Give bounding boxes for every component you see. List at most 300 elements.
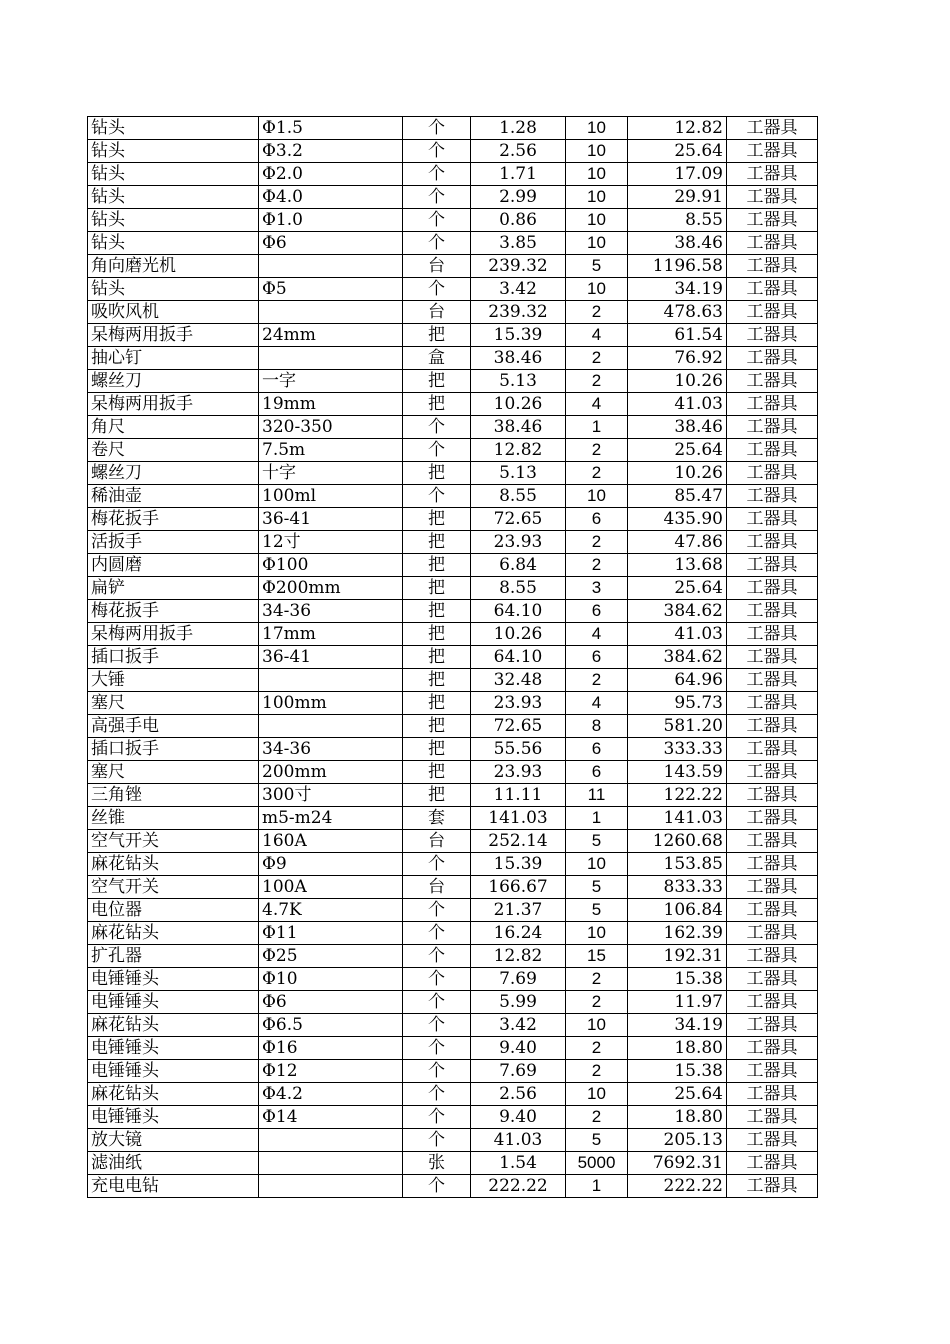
item-name-cell: 钻头 bbox=[88, 278, 259, 301]
item-unit-price-cell: 5.99 bbox=[471, 991, 566, 1014]
item-name-cell: 角尺 bbox=[88, 416, 259, 439]
item-spec-cell bbox=[259, 1129, 403, 1152]
item-spec-cell: Φ5 bbox=[259, 278, 403, 301]
item-unit-cell: 把 bbox=[403, 715, 471, 738]
item-spec-cell bbox=[259, 1175, 403, 1198]
item-spec-cell: 24mm bbox=[259, 324, 403, 347]
item-amount-cell: 384.62 bbox=[628, 600, 727, 623]
item-unit-price-cell: 141.03 bbox=[471, 807, 566, 830]
item-amount-cell: 162.39 bbox=[628, 922, 727, 945]
item-category-cell: 工器具 bbox=[727, 968, 818, 991]
item-category-cell: 工器具 bbox=[727, 508, 818, 531]
item-name-cell: 麻花钻头 bbox=[88, 853, 259, 876]
item-name-cell: 呆梅两用扳手 bbox=[88, 623, 259, 646]
item-quantity-cell: 10 bbox=[566, 853, 628, 876]
item-name-cell: 空气开关 bbox=[88, 876, 259, 899]
item-amount-cell: 122.22 bbox=[628, 784, 727, 807]
item-spec-cell: Φ200mm bbox=[259, 577, 403, 600]
table-row bbox=[88, 600, 818, 623]
item-category-cell: 工器具 bbox=[727, 1060, 818, 1083]
item-unit-price-cell: 2.56 bbox=[471, 1083, 566, 1106]
item-spec-cell: 160A bbox=[259, 830, 403, 853]
item-unit-price-cell: 7.69 bbox=[471, 968, 566, 991]
item-unit-price-cell: 3.42 bbox=[471, 1014, 566, 1037]
item-category-cell: 工器具 bbox=[727, 1129, 818, 1152]
item-unit-price-cell: 15.39 bbox=[471, 853, 566, 876]
item-amount-cell: 478.63 bbox=[628, 301, 727, 324]
item-unit-price-cell: 41.03 bbox=[471, 1129, 566, 1152]
item-amount-cell: 141.03 bbox=[628, 807, 727, 830]
item-spec-cell: Φ6 bbox=[259, 991, 403, 1014]
item-unit-cell: 个 bbox=[403, 853, 471, 876]
item-amount-cell: 13.68 bbox=[628, 554, 727, 577]
item-name-cell: 内圆磨 bbox=[88, 554, 259, 577]
item-quantity-cell: 2 bbox=[566, 554, 628, 577]
item-quantity-cell: 4 bbox=[566, 623, 628, 646]
item-quantity-cell: 10 bbox=[566, 232, 628, 255]
item-name-cell: 螺丝刀 bbox=[88, 370, 259, 393]
table-row bbox=[88, 255, 818, 278]
item-unit-price-cell: 6.84 bbox=[471, 554, 566, 577]
item-category-cell: 工器具 bbox=[727, 462, 818, 485]
table-row bbox=[88, 1175, 818, 1198]
item-spec-cell: 17mm bbox=[259, 623, 403, 646]
table-row bbox=[88, 370, 818, 393]
item-spec-cell: Φ25 bbox=[259, 945, 403, 968]
item-quantity-cell: 2 bbox=[566, 370, 628, 393]
item-category-cell: 工器具 bbox=[727, 232, 818, 255]
item-amount-cell: 581.20 bbox=[628, 715, 727, 738]
item-name-cell: 钻头 bbox=[88, 117, 259, 140]
item-unit-cell: 盒 bbox=[403, 347, 471, 370]
item-category-cell: 工器具 bbox=[727, 1037, 818, 1060]
table-row bbox=[88, 761, 818, 784]
item-spec-cell: 36-41 bbox=[259, 508, 403, 531]
item-category-cell: 工器具 bbox=[727, 117, 818, 140]
item-spec-cell: Φ12 bbox=[259, 1060, 403, 1083]
item-quantity-cell: 3 bbox=[566, 577, 628, 600]
item-unit-cell: 个 bbox=[403, 1083, 471, 1106]
table-row bbox=[88, 692, 818, 715]
table-row bbox=[88, 807, 818, 830]
item-table bbox=[87, 116, 818, 1198]
item-name-cell: 钻头 bbox=[88, 163, 259, 186]
item-unit-price-cell: 3.85 bbox=[471, 232, 566, 255]
item-category-cell: 工器具 bbox=[727, 830, 818, 853]
item-amount-cell: 76.92 bbox=[628, 347, 727, 370]
item-unit-cell: 个 bbox=[403, 186, 471, 209]
table-row bbox=[88, 1014, 818, 1037]
item-category-cell: 工器具 bbox=[727, 876, 818, 899]
item-name-cell: 空气开关 bbox=[88, 830, 259, 853]
table-row bbox=[88, 117, 818, 140]
item-category-cell: 工器具 bbox=[727, 991, 818, 1014]
item-unit-price-cell: 166.67 bbox=[471, 876, 566, 899]
item-category-cell: 工器具 bbox=[727, 945, 818, 968]
item-category-cell: 工器具 bbox=[727, 1014, 818, 1037]
item-name-cell: 钻头 bbox=[88, 209, 259, 232]
item-spec-cell: 100A bbox=[259, 876, 403, 899]
table-row bbox=[88, 186, 818, 209]
item-unit-price-cell: 72.65 bbox=[471, 715, 566, 738]
item-name-cell: 放大镜 bbox=[88, 1129, 259, 1152]
item-name-cell: 角向磨光机 bbox=[88, 255, 259, 278]
item-category-cell: 工器具 bbox=[727, 163, 818, 186]
item-category-cell: 工器具 bbox=[727, 1083, 818, 1106]
item-unit-price-cell: 5.13 bbox=[471, 370, 566, 393]
table-row bbox=[88, 278, 818, 301]
item-category-cell: 工器具 bbox=[727, 899, 818, 922]
item-unit-cell: 个 bbox=[403, 968, 471, 991]
item-amount-cell: 1260.68 bbox=[628, 830, 727, 853]
item-name-cell: 三角锉 bbox=[88, 784, 259, 807]
item-name-cell: 电锤锤头 bbox=[88, 1106, 259, 1129]
item-name-cell: 抽心钉 bbox=[88, 347, 259, 370]
item-unit-price-cell: 32.48 bbox=[471, 669, 566, 692]
item-amount-cell: 41.03 bbox=[628, 623, 727, 646]
item-quantity-cell: 15 bbox=[566, 945, 628, 968]
item-spec-cell bbox=[259, 1152, 403, 1175]
item-spec-cell: Φ3.2 bbox=[259, 140, 403, 163]
item-category-cell: 工器具 bbox=[727, 301, 818, 324]
item-quantity-cell: 6 bbox=[566, 646, 628, 669]
item-quantity-cell: 2 bbox=[566, 462, 628, 485]
table-row bbox=[88, 1083, 818, 1106]
item-unit-cell: 把 bbox=[403, 761, 471, 784]
item-unit-cell: 把 bbox=[403, 554, 471, 577]
item-name-cell: 电锤锤头 bbox=[88, 968, 259, 991]
item-unit-cell: 把 bbox=[403, 508, 471, 531]
table-row bbox=[88, 669, 818, 692]
item-unit-cell: 把 bbox=[403, 600, 471, 623]
item-quantity-cell: 11 bbox=[566, 784, 628, 807]
item-unit-price-cell: 239.32 bbox=[471, 255, 566, 278]
item-category-cell: 工器具 bbox=[727, 623, 818, 646]
item-amount-cell: 34.19 bbox=[628, 278, 727, 301]
item-unit-cell: 把 bbox=[403, 324, 471, 347]
item-quantity-cell: 4 bbox=[566, 692, 628, 715]
table-row bbox=[88, 1152, 818, 1175]
table-row bbox=[88, 416, 818, 439]
item-spec-cell bbox=[259, 347, 403, 370]
item-category-cell: 工器具 bbox=[727, 1106, 818, 1129]
table-row bbox=[88, 784, 818, 807]
item-amount-cell: 64.96 bbox=[628, 669, 727, 692]
item-name-cell: 麻花钻头 bbox=[88, 1083, 259, 1106]
item-name-cell: 扁铲 bbox=[88, 577, 259, 600]
item-spec-cell: Φ2.0 bbox=[259, 163, 403, 186]
item-amount-cell: 1196.58 bbox=[628, 255, 727, 278]
item-category-cell: 工器具 bbox=[727, 692, 818, 715]
item-amount-cell: 153.85 bbox=[628, 853, 727, 876]
item-amount-cell: 10.26 bbox=[628, 462, 727, 485]
item-category-cell: 工器具 bbox=[727, 807, 818, 830]
item-amount-cell: 11.97 bbox=[628, 991, 727, 1014]
item-amount-cell: 222.22 bbox=[628, 1175, 727, 1198]
item-spec-cell: 一字 bbox=[259, 370, 403, 393]
item-quantity-cell: 4 bbox=[566, 324, 628, 347]
table-row bbox=[88, 899, 818, 922]
item-quantity-cell: 2 bbox=[566, 531, 628, 554]
item-quantity-cell: 10 bbox=[566, 140, 628, 163]
item-spec-cell: 100ml bbox=[259, 485, 403, 508]
item-unit-price-cell: 1.28 bbox=[471, 117, 566, 140]
item-name-cell: 插口扳手 bbox=[88, 738, 259, 761]
item-unit-cell: 台 bbox=[403, 876, 471, 899]
item-name-cell: 呆梅两用扳手 bbox=[88, 393, 259, 416]
item-unit-cell: 把 bbox=[403, 531, 471, 554]
table-row bbox=[88, 531, 818, 554]
item-amount-cell: 15.38 bbox=[628, 968, 727, 991]
item-unit-price-cell: 10.26 bbox=[471, 623, 566, 646]
item-spec-cell: Φ4.0 bbox=[259, 186, 403, 209]
item-quantity-cell: 2 bbox=[566, 1106, 628, 1129]
item-name-cell: 电锤锤头 bbox=[88, 1037, 259, 1060]
item-category-cell: 工器具 bbox=[727, 646, 818, 669]
item-unit-cell: 个 bbox=[403, 922, 471, 945]
item-unit-price-cell: 252.14 bbox=[471, 830, 566, 853]
item-amount-cell: 85.47 bbox=[628, 485, 727, 508]
table-row bbox=[88, 140, 818, 163]
item-quantity-cell: 2 bbox=[566, 968, 628, 991]
table-row bbox=[88, 1037, 818, 1060]
item-name-cell: 吸吹风机 bbox=[88, 301, 259, 324]
table-row bbox=[88, 393, 818, 416]
item-unit-cell: 把 bbox=[403, 462, 471, 485]
item-quantity-cell: 2 bbox=[566, 669, 628, 692]
item-quantity-cell: 10 bbox=[566, 186, 628, 209]
table-row bbox=[88, 715, 818, 738]
item-amount-cell: 12.82 bbox=[628, 117, 727, 140]
item-amount-cell: 7692.31 bbox=[628, 1152, 727, 1175]
item-unit-price-cell: 8.55 bbox=[471, 577, 566, 600]
item-quantity-cell: 6 bbox=[566, 508, 628, 531]
item-unit-cell: 把 bbox=[403, 370, 471, 393]
item-unit-cell: 个 bbox=[403, 278, 471, 301]
table-row bbox=[88, 646, 818, 669]
item-unit-cell: 个 bbox=[403, 485, 471, 508]
item-quantity-cell: 10 bbox=[566, 485, 628, 508]
item-quantity-cell: 2 bbox=[566, 439, 628, 462]
item-name-cell: 钻头 bbox=[88, 186, 259, 209]
item-quantity-cell: 6 bbox=[566, 738, 628, 761]
item-name-cell: 滤油纸 bbox=[88, 1152, 259, 1175]
item-spec-cell: Φ100 bbox=[259, 554, 403, 577]
item-spec-cell: 19mm bbox=[259, 393, 403, 416]
item-quantity-cell: 10 bbox=[566, 117, 628, 140]
item-quantity-cell: 10 bbox=[566, 922, 628, 945]
item-name-cell: 插口扳手 bbox=[88, 646, 259, 669]
item-amount-cell: 95.73 bbox=[628, 692, 727, 715]
item-spec-cell bbox=[259, 715, 403, 738]
item-spec-cell: Φ4.2 bbox=[259, 1083, 403, 1106]
item-name-cell: 卷尺 bbox=[88, 439, 259, 462]
item-name-cell: 稀油壶 bbox=[88, 485, 259, 508]
item-spec-cell: m5-m24 bbox=[259, 807, 403, 830]
item-name-cell: 电锤锤头 bbox=[88, 991, 259, 1014]
item-category-cell: 工器具 bbox=[727, 853, 818, 876]
item-category-cell: 工器具 bbox=[727, 577, 818, 600]
item-unit-cell: 把 bbox=[403, 393, 471, 416]
item-unit-price-cell: 1.54 bbox=[471, 1152, 566, 1175]
item-amount-cell: 25.64 bbox=[628, 577, 727, 600]
item-amount-cell: 25.64 bbox=[628, 439, 727, 462]
item-category-cell: 工器具 bbox=[727, 738, 818, 761]
item-quantity-cell: 8 bbox=[566, 715, 628, 738]
item-unit-cell: 把 bbox=[403, 577, 471, 600]
table-row bbox=[88, 991, 818, 1014]
item-name-cell: 梅花扳手 bbox=[88, 508, 259, 531]
item-name-cell: 电位器 bbox=[88, 899, 259, 922]
item-category-cell: 工器具 bbox=[727, 1152, 818, 1175]
table-row bbox=[88, 163, 818, 186]
item-quantity-cell: 2 bbox=[566, 347, 628, 370]
item-category-cell: 工器具 bbox=[727, 324, 818, 347]
item-unit-cell: 个 bbox=[403, 1037, 471, 1060]
item-quantity-cell: 2 bbox=[566, 1060, 628, 1083]
item-category-cell: 工器具 bbox=[727, 715, 818, 738]
item-unit-price-cell: 38.46 bbox=[471, 416, 566, 439]
table-row bbox=[88, 1060, 818, 1083]
item-amount-cell: 41.03 bbox=[628, 393, 727, 416]
item-unit-price-cell: 9.40 bbox=[471, 1037, 566, 1060]
item-name-cell: 梅花扳手 bbox=[88, 600, 259, 623]
item-spec-cell: Φ6 bbox=[259, 232, 403, 255]
item-spec-cell: Φ14 bbox=[259, 1106, 403, 1129]
item-unit-price-cell: 9.40 bbox=[471, 1106, 566, 1129]
item-unit-cell: 台 bbox=[403, 301, 471, 324]
table-row bbox=[88, 462, 818, 485]
item-amount-cell: 143.59 bbox=[628, 761, 727, 784]
item-unit-cell: 个 bbox=[403, 1129, 471, 1152]
item-name-cell: 螺丝刀 bbox=[88, 462, 259, 485]
item-category-cell: 工器具 bbox=[727, 186, 818, 209]
item-category-cell: 工器具 bbox=[727, 209, 818, 232]
item-category-cell: 工器具 bbox=[727, 347, 818, 370]
item-unit-cell: 把 bbox=[403, 692, 471, 715]
item-unit-price-cell: 0.86 bbox=[471, 209, 566, 232]
item-spec-cell: Φ6.5 bbox=[259, 1014, 403, 1037]
item-category-cell: 工器具 bbox=[727, 531, 818, 554]
item-category-cell: 工器具 bbox=[727, 554, 818, 577]
item-unit-cell: 个 bbox=[403, 416, 471, 439]
item-unit-price-cell: 10.26 bbox=[471, 393, 566, 416]
item-quantity-cell: 10 bbox=[566, 209, 628, 232]
item-spec-cell bbox=[259, 301, 403, 324]
item-amount-cell: 384.62 bbox=[628, 646, 727, 669]
item-name-cell: 活扳手 bbox=[88, 531, 259, 554]
item-category-cell: 工器具 bbox=[727, 416, 818, 439]
item-name-cell: 麻花钻头 bbox=[88, 922, 259, 945]
item-spec-cell: Φ1.5 bbox=[259, 117, 403, 140]
table-row bbox=[88, 485, 818, 508]
item-unit-cell: 个 bbox=[403, 1106, 471, 1129]
table-row bbox=[88, 738, 818, 761]
item-amount-cell: 17.09 bbox=[628, 163, 727, 186]
table-row bbox=[88, 324, 818, 347]
item-amount-cell: 8.55 bbox=[628, 209, 727, 232]
item-quantity-cell: 5 bbox=[566, 899, 628, 922]
item-amount-cell: 38.46 bbox=[628, 232, 727, 255]
item-unit-cell: 个 bbox=[403, 140, 471, 163]
item-quantity-cell: 2 bbox=[566, 301, 628, 324]
item-unit-cell: 套 bbox=[403, 807, 471, 830]
item-amount-cell: 61.54 bbox=[628, 324, 727, 347]
item-category-cell: 工器具 bbox=[727, 485, 818, 508]
item-name-cell: 塞尺 bbox=[88, 692, 259, 715]
item-category-cell: 工器具 bbox=[727, 370, 818, 393]
item-quantity-cell: 5 bbox=[566, 830, 628, 853]
item-unit-cell: 台 bbox=[403, 830, 471, 853]
item-unit-cell: 个 bbox=[403, 1014, 471, 1037]
item-name-cell: 麻花钻头 bbox=[88, 1014, 259, 1037]
item-unit-cell: 个 bbox=[403, 117, 471, 140]
item-spec-cell: 36-41 bbox=[259, 646, 403, 669]
item-unit-price-cell: 2.99 bbox=[471, 186, 566, 209]
item-quantity-cell: 10 bbox=[566, 1083, 628, 1106]
item-amount-cell: 25.64 bbox=[628, 1083, 727, 1106]
item-category-cell: 工器具 bbox=[727, 278, 818, 301]
item-amount-cell: 15.38 bbox=[628, 1060, 727, 1083]
item-category-cell: 工器具 bbox=[727, 784, 818, 807]
item-spec-cell: 100mm bbox=[259, 692, 403, 715]
item-spec-cell bbox=[259, 255, 403, 278]
item-unit-price-cell: 8.55 bbox=[471, 485, 566, 508]
table-row bbox=[88, 508, 818, 531]
item-quantity-cell: 10 bbox=[566, 163, 628, 186]
item-unit-price-cell: 11.11 bbox=[471, 784, 566, 807]
item-unit-price-cell: 55.56 bbox=[471, 738, 566, 761]
item-spec-cell: Φ10 bbox=[259, 968, 403, 991]
item-unit-price-cell: 21.37 bbox=[471, 899, 566, 922]
item-category-cell: 工器具 bbox=[727, 393, 818, 416]
item-category-cell: 工器具 bbox=[727, 1175, 818, 1198]
item-unit-price-cell: 64.10 bbox=[471, 600, 566, 623]
item-unit-cell: 个 bbox=[403, 209, 471, 232]
table-row bbox=[88, 1106, 818, 1129]
item-unit-price-cell: 7.69 bbox=[471, 1060, 566, 1083]
table-row bbox=[88, 853, 818, 876]
table-row bbox=[88, 968, 818, 991]
item-unit-price-cell: 239.32 bbox=[471, 301, 566, 324]
item-name-cell: 高强手电 bbox=[88, 715, 259, 738]
item-category-cell: 工器具 bbox=[727, 922, 818, 945]
item-amount-cell: 333.33 bbox=[628, 738, 727, 761]
item-spec-cell: Φ11 bbox=[259, 922, 403, 945]
item-unit-cell: 个 bbox=[403, 1060, 471, 1083]
item-unit-price-cell: 12.82 bbox=[471, 439, 566, 462]
item-amount-cell: 435.90 bbox=[628, 508, 727, 531]
item-quantity-cell: 5000 bbox=[566, 1152, 628, 1175]
item-amount-cell: 47.86 bbox=[628, 531, 727, 554]
item-name-cell: 塞尺 bbox=[88, 761, 259, 784]
item-unit-price-cell: 15.39 bbox=[471, 324, 566, 347]
item-category-cell: 工器具 bbox=[727, 761, 818, 784]
item-spec-cell: 12寸 bbox=[259, 531, 403, 554]
item-amount-cell: 10.26 bbox=[628, 370, 727, 393]
item-spec-cell: 320-350 bbox=[259, 416, 403, 439]
table-row bbox=[88, 439, 818, 462]
item-amount-cell: 29.91 bbox=[628, 186, 727, 209]
item-quantity-cell: 1 bbox=[566, 807, 628, 830]
item-unit-cell: 个 bbox=[403, 991, 471, 1014]
table-row bbox=[88, 232, 818, 255]
item-spec-cell: 7.5m bbox=[259, 439, 403, 462]
item-quantity-cell: 5 bbox=[566, 255, 628, 278]
item-unit-price-cell: 23.93 bbox=[471, 531, 566, 554]
item-name-cell: 大锤 bbox=[88, 669, 259, 692]
item-amount-cell: 18.80 bbox=[628, 1037, 727, 1060]
